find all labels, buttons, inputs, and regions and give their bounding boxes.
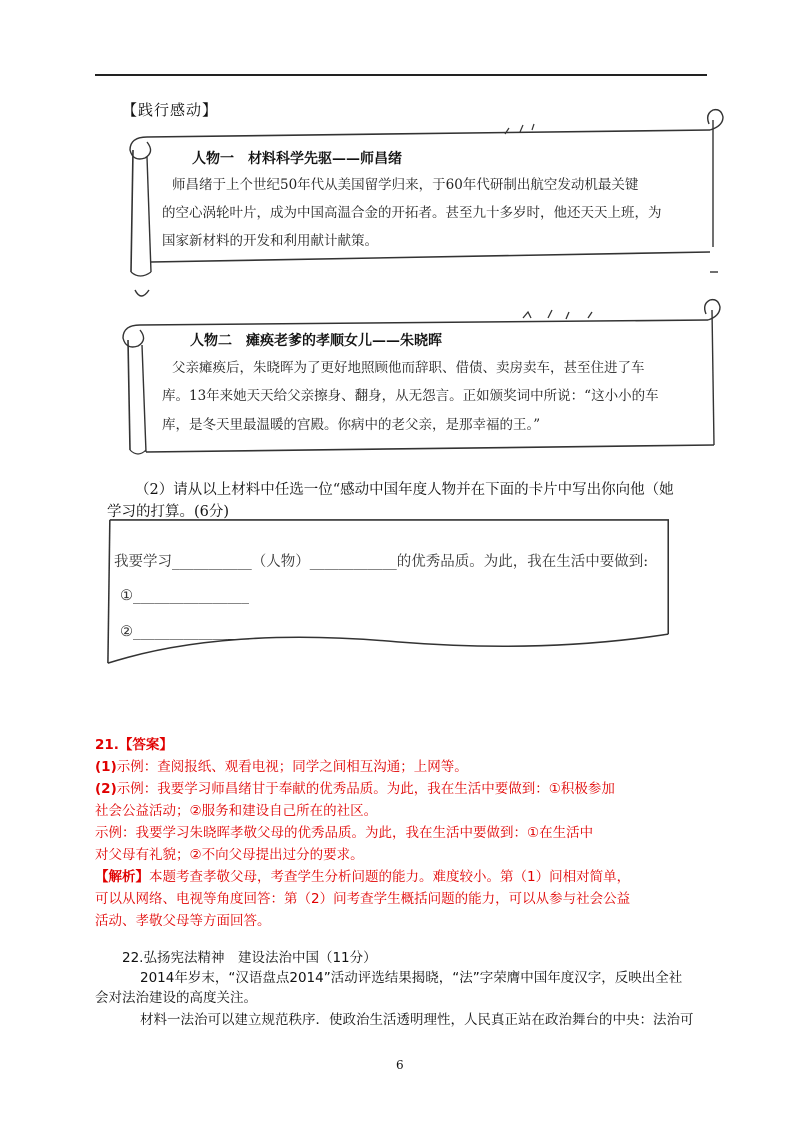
card2-line-1: 父亲瘫痪后，朱晓晖为了更好地照顾他而辞职、借债、卖房卖车，甚至住进了车 bbox=[172, 360, 645, 376]
item-2-blank[interactable]: ________________ bbox=[133, 624, 249, 640]
card2-line-2: 库。13年来她天天给父亲擦身、翻身，从无怨言。正如颁奖词中所说：“这小小的车 bbox=[162, 388, 659, 404]
card1-line-3: 国家新材料的开发和利用献计献策。 bbox=[162, 233, 378, 249]
card1-line-2: 的空心涡轮叶片，成为中国高温合金的开拓者。甚至九十多岁时，他还天天上班，为 bbox=[162, 205, 662, 221]
analysis-line-3: 活动、孝敬父母等方面回答。 bbox=[95, 913, 271, 929]
answer-number: 21. bbox=[95, 737, 119, 753]
analysis-label: 【解析】 bbox=[95, 869, 149, 885]
person-blank[interactable]: ___________ bbox=[172, 554, 252, 570]
card1-line-1: 师昌绪于上个世纪50年代从美国留学归来，于60年代研制出航空发动机最关键 bbox=[172, 177, 639, 193]
form-item-1 bbox=[120, 588, 249, 604]
item-2-marker: ② bbox=[120, 624, 133, 640]
form-item-2 bbox=[120, 624, 249, 640]
q22-paragraph-2: 材料一法治可以建立规范秩序．使政治生活透明理性，人民真正站在政治舞台的中央：法治可 bbox=[140, 1012, 694, 1028]
item-1-marker: ① bbox=[120, 588, 133, 604]
card1-title: 人物一 材料科学先驱——师昌绪 bbox=[192, 151, 402, 167]
question-line-2: 学习的打算。(6分) bbox=[107, 504, 230, 520]
page-number: 6 bbox=[396, 1058, 404, 1072]
form-middle: （人物） bbox=[251, 554, 310, 570]
card2-title: 人物二 瘫痪老爹的孝顺女儿——朱晓晖 bbox=[190, 333, 442, 349]
answer-line-1-label: (1) bbox=[95, 759, 117, 775]
question-line-1: （2）请从以上材料中任选一位“感动中国年度人物并在下面的卡片中写出你向他（她 bbox=[135, 482, 674, 498]
analysis-line-2: 可以从网络、电视等角度回答：第（2）问考查学生概括问题的能力，可以从参与社会公益 bbox=[95, 891, 631, 907]
answer-line-4: 示例：我要学习朱晓晖孝敬父母的优秀品质。为此，我在生活中要做到：①在生活中 bbox=[95, 825, 594, 841]
answer-line-1 bbox=[95, 755, 468, 775]
q22-paragraph-1a: 2014年岁末，“汉语盘点2014”活动评选结果揭晓，“法”字荣膺中国年度汉字，反映出全社 bbox=[140, 970, 683, 986]
q22-title: 22.弘扬宪法精神 建设法治中国（11分） bbox=[122, 950, 377, 966]
item-1-blank[interactable]: ________________ bbox=[133, 588, 249, 604]
answer-heading bbox=[95, 733, 173, 753]
analysis-line-1 bbox=[95, 865, 630, 885]
quality-blank[interactable]: ____________ bbox=[309, 554, 397, 570]
answer-line-5: 对父母有礼貌；②不向父母提出过分的要求。 bbox=[95, 847, 364, 863]
answer-label: 【答案】 bbox=[118, 737, 173, 753]
form-prefix: 我要学习 bbox=[114, 554, 172, 570]
section-heading: 【践行感动】 bbox=[122, 101, 219, 119]
answer-line-2-text: 示例：我要学习师昌绪甘于奉献的优秀品质。为此，我在生活中要做到：①积极参加 bbox=[116, 781, 615, 797]
form-sentence bbox=[114, 550, 648, 571]
header-rule bbox=[95, 74, 707, 76]
answer-line-1-text: 示例：查阅报纸、观看电视；同学之间相互沟通；上网等。 bbox=[116, 759, 468, 775]
q22-paragraph-1b: 会对法治建设的高度关注。 bbox=[95, 990, 257, 1006]
analysis-line-1-text: 本题考查孝敬父母，考查学生分析问题的能力。难度较小。第（1）问相对简单， bbox=[149, 869, 631, 885]
card2-line-3: 库，是冬天里最温暖的宫殿。你病中的老父亲，是那幸福的王。” bbox=[162, 417, 541, 433]
answer-line-2-label: (2) bbox=[95, 781, 117, 797]
answer-line-3: 社会公益活动；②服务和建设自己所在的社区。 bbox=[95, 803, 378, 819]
answer-line-2 bbox=[95, 777, 615, 797]
form-suffix: 的优秀品质。为此，我在生活中要做到: bbox=[396, 554, 649, 570]
